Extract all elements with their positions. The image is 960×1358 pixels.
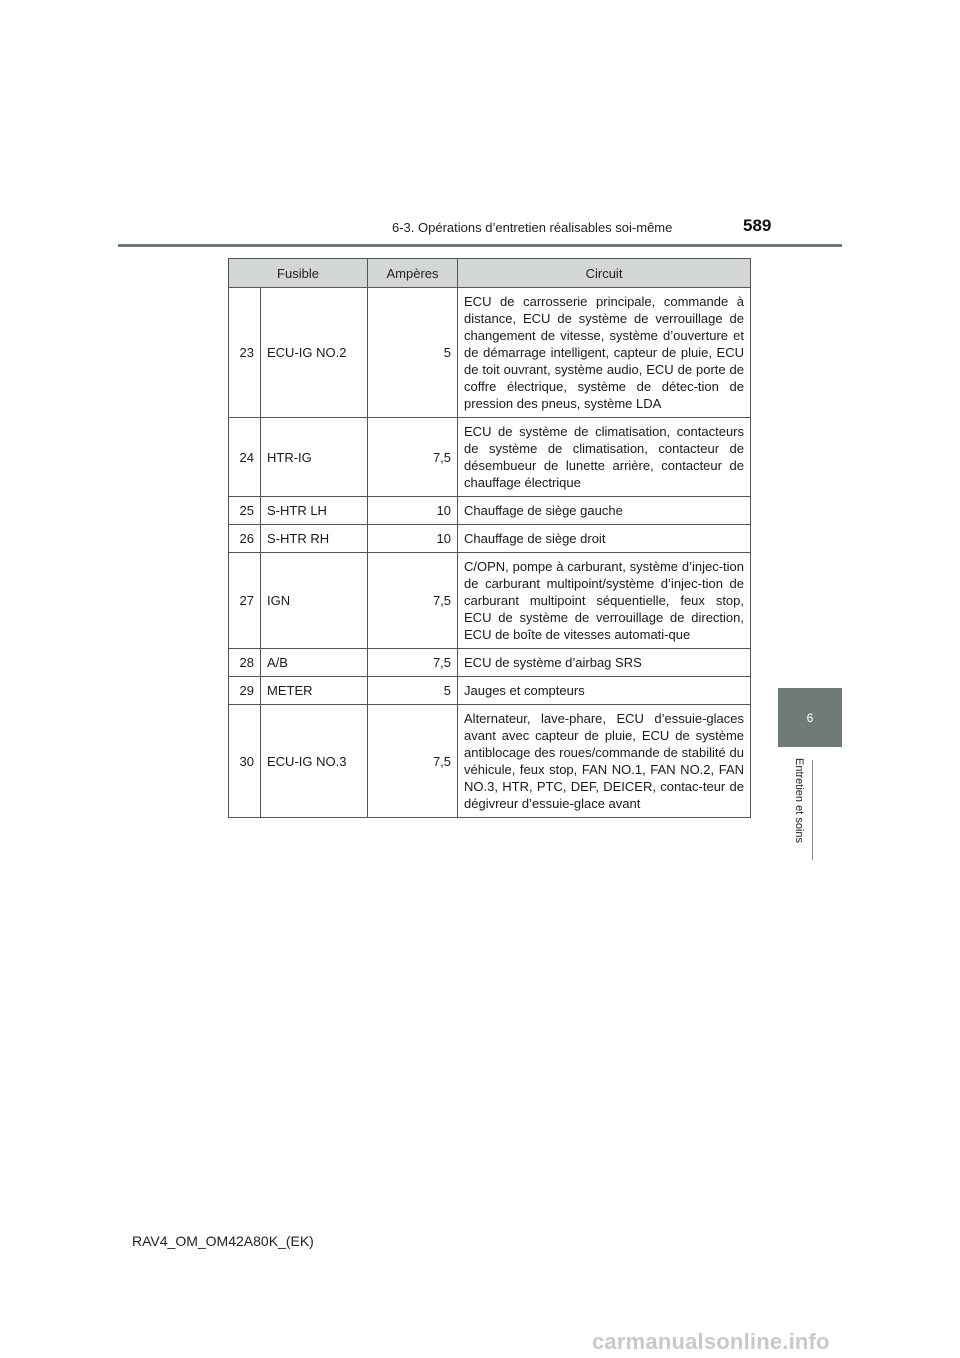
fuse-circuit: Jauges et compteurs — [458, 677, 751, 705]
fuse-amperage: 7,5 — [368, 705, 458, 818]
chapter-tab: 6 — [778, 688, 842, 747]
fuse-number: 27 — [229, 553, 261, 649]
header-fusible: Fusible — [229, 259, 368, 288]
fuse-circuit: ECU de carrosserie principale, commande à distance, ECU de système de verrouillage de changement de vitesse, système d’ouverture et de démarrage intelligent, capteur de pluie, ECU de toit ouvrant, système audio, ECU de porte de coffre électrique, système de détec-tion de pression des pneus, système LDA — [458, 288, 751, 418]
table-row — [229, 418, 751, 497]
fuse-number: 25 — [229, 497, 261, 525]
table-row — [229, 553, 751, 649]
fuse-name: S-HTR RH — [261, 525, 368, 553]
table-row — [229, 705, 751, 818]
fuse-name: ECU-IG NO.2 — [261, 288, 368, 418]
table-row — [229, 288, 751, 418]
fuse-circuit: Chauffage de siège droit — [458, 525, 751, 553]
fuse-name: IGN — [261, 553, 368, 649]
fuse-circuit: Alternateur, lave-phare, ECU d’essuie-glaces avant avec capteur de pluie, ECU de système antiblocage des roues/commande de stabilité du véhicule, feux stop, FAN NO.1, FAN NO.2, FAN NO.3, HTR, PTC, DEF, DEICER, contac-teur de dégivreur d’essuie-glace avant — [458, 705, 751, 818]
table-row — [229, 525, 751, 553]
fuse-number: 28 — [229, 649, 261, 677]
table-row — [229, 677, 751, 705]
fuse-amperage: 7,5 — [368, 418, 458, 497]
fuse-name: A/B — [261, 649, 368, 677]
fuse-amperage: 5 — [368, 288, 458, 418]
fuse-name: HTR-IG — [261, 418, 368, 497]
fuse-number: 23 — [229, 288, 261, 418]
fuse-name: S-HTR LH — [261, 497, 368, 525]
fuse-number: 26 — [229, 525, 261, 553]
page-number: 589 — [743, 216, 772, 235]
fuse-amperage: 10 — [368, 525, 458, 553]
table-row — [229, 497, 751, 525]
fuse-number: 24 — [229, 418, 261, 497]
chapter-rule — [812, 760, 813, 860]
fuse-amperage: 7,5 — [368, 553, 458, 649]
fuse-name: ECU-IG NO.3 — [261, 705, 368, 818]
fuse-name: METER — [261, 677, 368, 705]
watermark: carmanualsonline.info — [592, 1329, 830, 1354]
fuse-circuit: Chauffage de siège gauche — [458, 497, 751, 525]
header-circuit: Circuit — [458, 259, 751, 288]
fuse-amperage: 5 — [368, 677, 458, 705]
table-row — [229, 649, 751, 677]
fuse-amperage: 10 — [368, 497, 458, 525]
fuse-circuit: ECU de système de climatisation, contacteurs de système de climatisation, contacteur de désembueur de lunette arrière, contacteur de chauffage électrique — [458, 418, 751, 497]
footer-document-code: RAV4_OM_OM42A80K_(EK) — [132, 1233, 314, 1249]
fuse-circuit: C/OPN, pompe à carburant, système d’injec-tion de carburant multipoint/système d’injec-tion de carburant multipoint séquentielle, feux stop, ECU de système de verrouillage de direction, ECU de boîte de vitesses automati-que — [458, 553, 751, 649]
table-header-row — [229, 259, 751, 288]
fuse-number: 29 — [229, 677, 261, 705]
chapter-title: Entretien et soins — [793, 758, 805, 843]
header-section-title: 6-3. Opérations d’entretien réalisables soi-même — [392, 220, 673, 235]
header-amperes: Ampères — [368, 259, 458, 288]
fuse-amperage: 7,5 — [368, 649, 458, 677]
fuse-circuit: ECU de système d’airbag SRS — [458, 649, 751, 677]
fuse-table — [228, 258, 751, 818]
header-rule — [118, 244, 842, 247]
fuse-number: 30 — [229, 705, 261, 818]
